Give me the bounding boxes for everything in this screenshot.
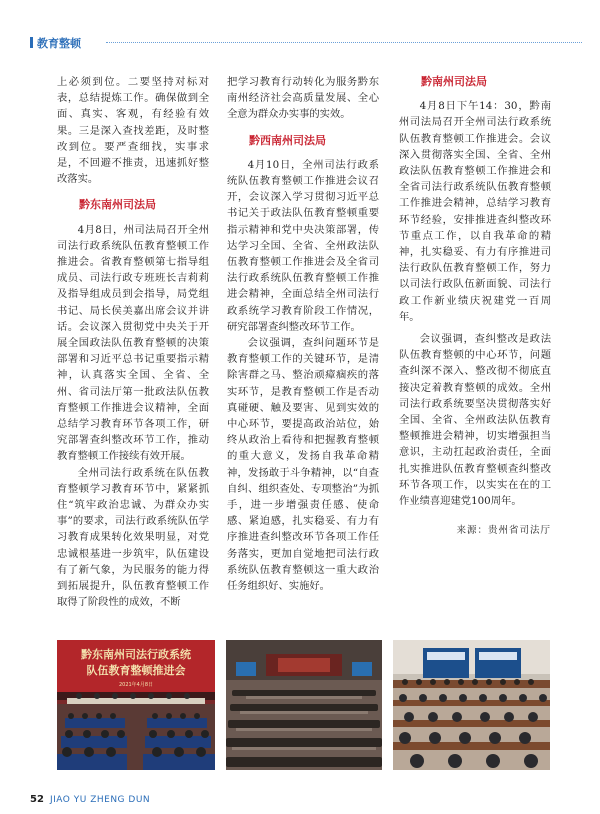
meeting-photo-qiannan bbox=[393, 640, 550, 770]
page-header bbox=[30, 34, 582, 50]
paragraph: 会议强调，查纠问题环节是教育整顿工作的关键环节，是清除害群之马、整治顽瘴痼疾的落实环节，是教育整顿工作是否动真碰硬、触及要害、见到实效的中心环节，要提高政治站位，始终从政治上看待和把握教育整顿的重大意义，发扬自我革命精神，发扬敢于斗争精神，以“自查自纠、组织查处、专项整治”为抓手，进一步增强责任感、使命感、紧迫感，扎实稳妥、有力有序推进查纠整改环节各项工作任务落实，更加自觉地把司法行政系统队伍教育整顿这一重大政治任务组织好、实施好。 bbox=[227, 337, 379, 593]
paragraph: 4月8日，州司法局召开全州司法行政系统队伍教育整顿工作推进会。省教育整顿第七指导组成员、司法行政专班班长吉莉莉及指导组成员到会指导，局党组书记、局长侯美嘉出席会议并讲话。会议深入贯彻党中央关于开展全国政法队伍教育整顿的决策部署和习近平总书记重要指示精神，认真落实全国、全省、全州、省司法厅第一批政法队伍教育整顿工作推进会议精神，全面总结学习教育环节各项工作，研究部署查纠整改环节工作，推动教育整顿工作接续有效开展。 bbox=[57, 223, 209, 463]
photo-banner-date: 2021年4月8日 bbox=[118, 682, 154, 688]
meeting-photo-1-image bbox=[57, 640, 215, 770]
continued-paragraph: 上必须到位。二要坚持对标对表，总结提炼工作。确保做到全面、真实、客观，有经验有效果。三是深入查找差距，及时整改到位。要严查细找，实事求是，不回避不推责，迅速抓好整改落实。 bbox=[57, 76, 209, 186]
section-title-qiandongnan: 黔东南州司法局 bbox=[79, 198, 156, 212]
paragraph: 4月8日下午14：30，黔南州司法局召开全州司法行政系统队伍教育整顿工作推进会。会议深入贯彻落实全国、全省、全州政法队伍教育整顿工作推进会和全省司法行政系统队伍教育整顿工作推进会精神，总结学习教育环节经验，安排推进查纠整改环节重点工作，以自我革命的精神，扎实稳妥、有力有序推进司法行政队伍教育整顿工作，努力以司法行政队伍新面貌、司法行政工作新业绩庆祝建党一百周年。 bbox=[399, 100, 551, 323]
meeting-photo-qianxinan bbox=[226, 640, 382, 770]
meeting-photo-qiandongnan bbox=[57, 640, 215, 770]
paragraph: 会议强调，查纠整改是政法队伍教育整顿的中心环节，问题查纠深不深入、整改彻不彻底直接决定着教育整顿的成效。全州司法行政系统要坚决贯彻落实好全国、全省、全州政法队伍教育整顿推进会精神，切实增强担当意识，主动扛起政治责任，全面扎实推进队伍教育整顿查纠整改环节各项工作，以实实在在的工作业绩喜迎建党100周年。 bbox=[399, 333, 551, 508]
text-column-1 bbox=[57, 74, 209, 611]
section-title-qiannan: 黔南州司法局 bbox=[421, 75, 487, 88]
paragraph: 全州司法行政系统在队伍教育整顿学习教育环节中，紧紧抓住“筑牢政治忠诚、为群众办实事”的要求，司法行政系统队伍学习教育成果转化效果明显，对党忠诚根基进一步筑牢，队伍建设有了新气象，为民服务的能力得到拓展提升，队伍教育整顿工作取得了阶段性的成效，不断 bbox=[57, 466, 209, 609]
photo-banner-line-2: 队伍教育整顿推进会 bbox=[86, 664, 186, 677]
photo-banner-line-1: 黔东南州司法行政系统 bbox=[81, 648, 191, 661]
meeting-photo-2-image bbox=[226, 640, 382, 770]
text-column-3 bbox=[399, 74, 551, 539]
section-title-qianxinan: 黔西南州司法局 bbox=[249, 133, 326, 147]
source-credit: 来源：贵州省司法厅 bbox=[456, 525, 551, 537]
header-dotted-rule bbox=[106, 42, 582, 43]
meeting-photo-3-image bbox=[393, 640, 550, 770]
paragraph: 4月10日，全州司法行政系统队伍教育整顿工作推进会议召开，会议深入学习贯彻习近平总书记关于政法队伍教育整顿重要指示精神和党中央决策部署，传达学习全国、全省、全州政法队伍教育整顿工作推进会及全省司法行政系统队伍教育整顿工作推进会精神，全面总结全州司法行政系统学习教育阶段工作情况，研究部署查纠整改环节工作。 bbox=[227, 158, 379, 333]
magazine-name: JIAO YU ZHENG DUN bbox=[50, 795, 151, 805]
continued-paragraph: 把学习教育行动转化为服务黔东南州经济社会高质量发展、全心全意为群众办实事的实效。 bbox=[227, 76, 379, 121]
header-mark bbox=[30, 37, 33, 48]
text-column-2 bbox=[227, 74, 379, 594]
page-number: 52 bbox=[30, 794, 44, 805]
section-header-title: 教育整顿 bbox=[37, 37, 81, 50]
